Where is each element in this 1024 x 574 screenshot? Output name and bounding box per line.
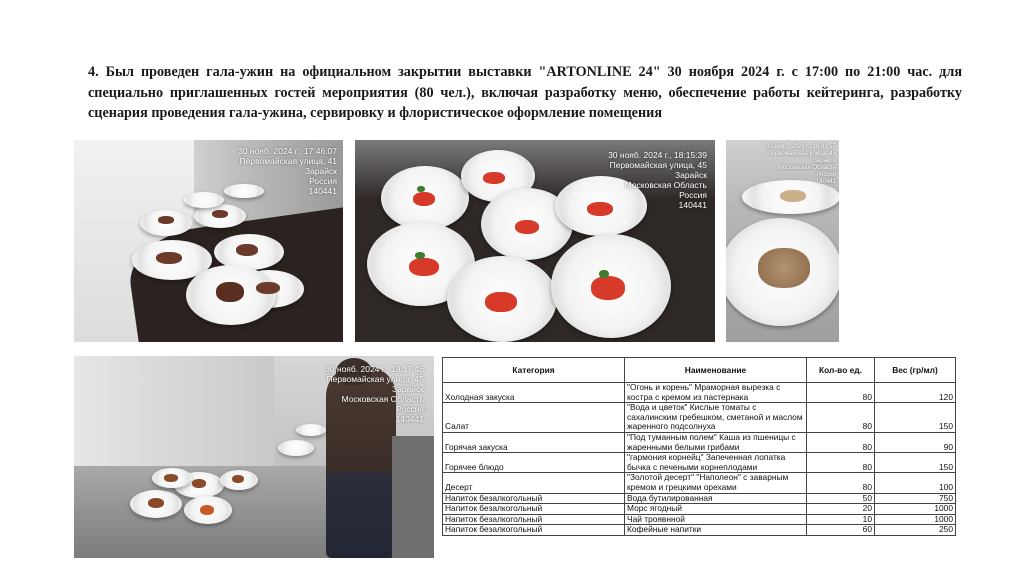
cell-name: "Огонь и корень" Мраморная вырезка с костра с кремом из пастернака [625,383,807,403]
photo-hot-appetizer-plate [726,140,839,342]
photo-timestamp-overlay: 30 нояб. 2024 г., 18:43:57 Первомайская улица, 45 Зарайск Московская Область Россия 140441 [766,144,836,185]
cell-quantity: 60 [807,525,875,536]
cell-category: Горячее блюдо [443,453,625,473]
table-row [443,493,956,504]
table-row [443,432,956,452]
photo-cold-appetizer-plates [74,140,343,342]
cell-category: Десерт [443,473,625,493]
cell-weight: 100 [875,473,956,493]
menu-table [442,357,956,536]
header-name: Наименование [625,358,807,383]
cell-category: Напиток безалкогольный [443,504,625,515]
section-heading: 4. Был проведен гала-ужин на официальном закрытии выставки "ARTONLINE 24" 30 ноября 2024 г. с 17:00 по 21:00 час. для специально приглашенных гостей мероприятия (80 чел.), включая разработку меню, обеспечение работы кейтеринга, разработку сценария проведения гала-ужина, сервировку и флористическое оформление помещения [88,64,962,121]
photo-salad-plates [355,140,715,342]
header-weight: Вес (гр/мл) [875,358,956,383]
table-row [443,383,956,403]
photo-timestamp-overlay: 30 нояб. 2024 г., 18:15:39 Первомайская улица, 45 Зарайск Московская Область Россия 140441 [608,150,707,210]
cell-weight: 90 [875,432,956,452]
cell-weight: 120 [875,383,956,403]
cell-quantity: 20 [807,504,875,515]
table-row [443,504,956,515]
cell-name: "Вода и цветок" Кислые томаты с сахалинским гребешком, сметаной и маслом жаренного подсолнуха [625,403,807,433]
cell-quantity: 80 [807,453,875,473]
cell-category: Напиток безалкогольный [443,525,625,536]
cell-name: "Золотой десерт" "Наполеон" с заварным кремом и грецкими орехами [625,473,807,493]
cell-weight: 150 [875,453,956,473]
cell-name: Вода бутилированная [625,493,807,504]
cell-category: Салат [443,403,625,433]
cell-name: Кофейные напитки [625,525,807,536]
cell-name: Морс ягодный [625,504,807,515]
photo-main-course-plating [74,356,434,558]
table-row [443,514,956,525]
cell-category: Холодная закуска [443,383,625,403]
cell-quantity: 80 [807,473,875,493]
cell-name: "гармония корнейц" Запеченная лопатка бычка с печеными корнеплодами [625,453,807,473]
cell-weight: 150 [875,403,956,433]
cell-weight: 1000 [875,504,956,515]
cell-weight: 250 [875,525,956,536]
table-header-row [443,358,956,383]
table-row [443,453,956,473]
cell-quantity: 10 [807,514,875,525]
header-quantity: Кол-во ед. [807,358,875,383]
cell-quantity: 80 [807,403,875,433]
cell-weight: 1000 [875,514,956,525]
table-row [443,525,956,536]
cell-name: Чай троявнной [625,514,807,525]
cell-category: Напиток безалкогольный [443,493,625,504]
cell-category: Напиток безалкогольный [443,514,625,525]
cell-quantity: 80 [807,383,875,403]
cell-name: "Под туманным полем" Каша из пшеницы с жаренными белыми грибами [625,432,807,452]
photo-timestamp-overlay: 30 нояб. 2024 г., 19:17:46 Первомайская улица, 45 Зарайск Московская Область Россия 140441 [325,364,424,424]
cell-quantity: 80 [807,432,875,452]
cell-category: Горячая закуска [443,432,625,452]
cell-quantity: 50 [807,493,875,504]
table-row [443,403,956,433]
photo-timestamp-overlay: 30 нояб. 2024 г., 17:46:07 Первомайская улица, 41 Зарайск Россия 140441 [238,146,337,196]
table-row [443,473,956,493]
cell-weight: 750 [875,493,956,504]
header-category: Категория [443,358,625,383]
